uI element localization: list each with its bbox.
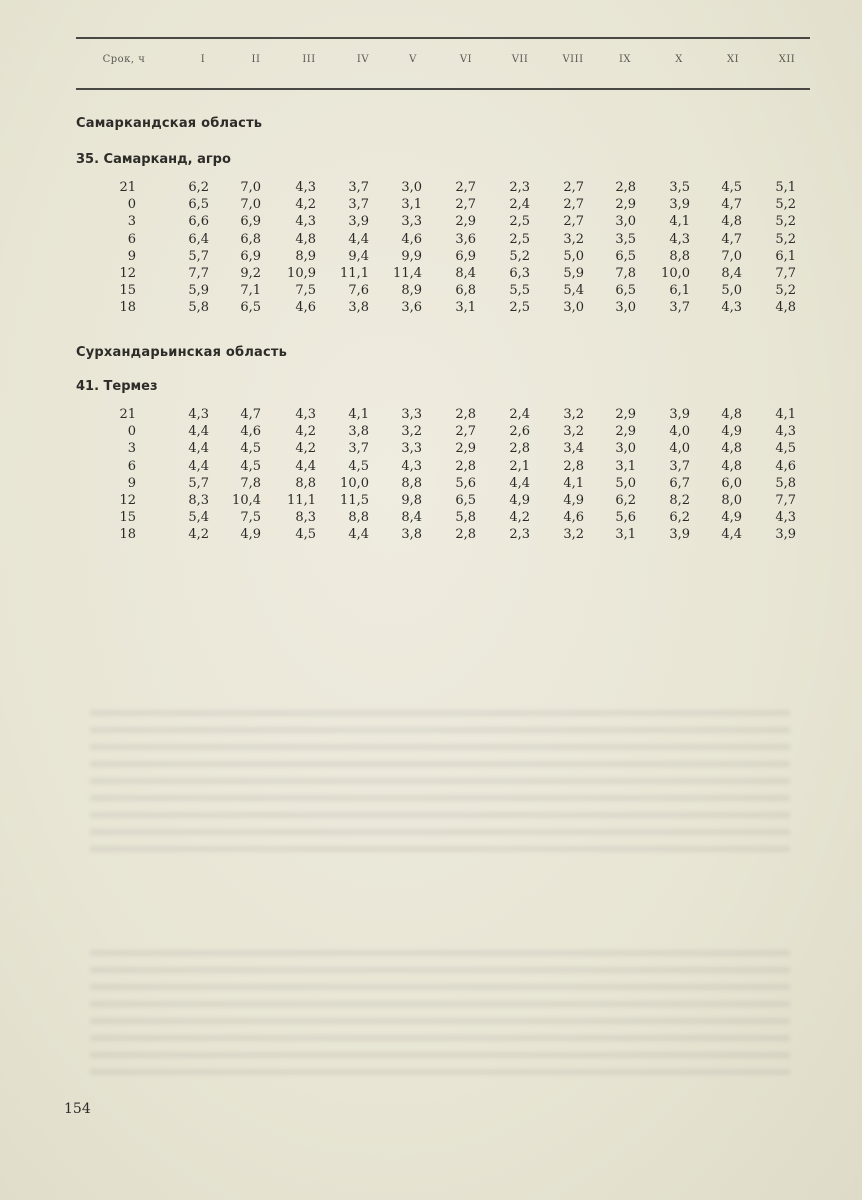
value-cell: 4,5 [721,180,742,195]
value-cell: 4,0 [669,441,690,457]
value-cell: 5,2 [509,248,530,264]
page-number: 154 [64,1101,91,1117]
hour-cell: 12 [119,493,136,508]
value-cell: 4,1 [775,407,796,422]
value-cell: 2,8 [455,407,476,422]
hour-cell: 0 [127,197,136,213]
value-cell: 2,1 [509,458,530,474]
value-cell: 2,8 [455,527,476,543]
value-cell: 4,6 [401,231,422,247]
value-cell: 4,4 [188,441,209,457]
value-cell: 4,6 [563,510,584,526]
value-cell: 2,5 [509,214,530,230]
value-cell: 4,4 [348,231,369,247]
value-cell: 10,9 [287,266,316,281]
hour-cell: 15 [119,510,136,526]
table-row [0,424,862,441]
value-cell: 2,9 [615,197,636,213]
value-cell: 6,1 [669,283,690,299]
value-cell: 4,6 [775,458,796,474]
value-cell: 3,0 [615,300,636,316]
value-cell: 4,7 [721,197,742,213]
value-cell: 5,7 [188,248,209,264]
value-cell: 5,2 [775,214,796,230]
value-cell: 5,2 [775,283,796,299]
value-cell: 3,8 [348,300,369,316]
value-cell: 2,7 [563,214,584,230]
value-cell: 11,1 [340,266,369,281]
value-cell: 2,3 [509,180,530,195]
value-cell: 3,9 [669,527,690,543]
value-cell: 3,9 [669,407,690,422]
value-cell: 2,8 [455,458,476,474]
table-row [0,527,862,544]
value-cell: 6,2 [615,493,636,508]
value-cell: 3,8 [401,527,422,543]
value-cell: 2,4 [509,197,530,213]
hour-cell: 9 [127,475,136,491]
value-cell: 4,1 [563,475,584,491]
value-cell: 3,0 [401,180,422,195]
value-cell: 3,6 [455,231,476,247]
value-cell: 3,2 [401,424,422,440]
value-cell: 3,3 [401,407,422,422]
value-cell: 4,6 [295,300,316,316]
value-cell: 6,9 [240,214,261,230]
value-cell: 3,7 [348,180,369,195]
value-cell: 3,7 [348,441,369,457]
value-cell: 4,3 [295,407,316,422]
header-month: VII [511,54,529,65]
hour-cell: 6 [127,231,136,247]
hour-cell: 12 [119,266,136,281]
value-cell: 3,4 [563,441,584,457]
value-cell: 4,0 [669,424,690,440]
table-row [0,214,862,231]
value-cell: 8,4 [455,266,476,281]
value-cell: 4,4 [348,527,369,543]
table-row [0,249,862,266]
value-cell: 7,7 [188,266,209,281]
value-cell: 3,2 [563,424,584,440]
value-cell: 7,0 [240,197,261,213]
value-cell: 3,0 [563,300,584,316]
value-cell: 3,5 [615,231,636,247]
value-cell: 6,5 [615,248,636,264]
value-cell: 4,1 [669,214,690,230]
value-cell: 6,9 [240,248,261,264]
header-month: II [251,54,261,65]
value-cell: 4,3 [401,458,422,474]
value-cell: 4,3 [669,231,690,247]
value-cell: 6,5 [615,283,636,299]
value-cell: 8,8 [669,248,690,264]
table-row [0,407,862,424]
value-cell: 3,9 [348,214,369,230]
value-cell: 2,9 [455,214,476,230]
value-cell: 4,7 [721,231,742,247]
value-cell: 8,4 [721,266,742,281]
value-cell: 3,1 [455,300,476,316]
table-row [0,180,862,197]
value-cell: 3,3 [401,214,422,230]
table-row [0,493,862,510]
value-cell: 8,8 [348,510,369,526]
value-cell: 4,8 [775,300,796,316]
value-cell: 4,5 [775,441,796,457]
value-cell: 5,2 [775,231,796,247]
value-cell: 3,5 [669,180,690,195]
value-cell: 4,3 [188,407,209,422]
value-cell: 4,8 [721,407,742,422]
header-month: I [200,54,206,65]
value-cell: 8,2 [669,493,690,508]
value-cell: 2,7 [563,180,584,195]
value-cell: 6,2 [188,180,209,195]
value-cell: 2,8 [509,441,530,457]
value-cell: 8,0 [721,493,742,508]
header-month: VIII [562,54,584,65]
value-cell: 7,7 [775,493,796,508]
value-cell: 9,9 [401,248,422,264]
value-cell: 5,1 [775,180,796,195]
value-cell: 4,2 [295,441,316,457]
value-cell: 4,2 [295,424,316,440]
value-cell: 4,9 [721,424,742,440]
value-cell: 5,7 [188,475,209,491]
value-cell: 2,7 [455,424,476,440]
value-cell: 2,9 [455,441,476,457]
value-cell: 5,0 [615,475,636,491]
value-cell: 3,3 [401,441,422,457]
value-cell: 8,3 [188,493,209,508]
value-cell: 3,1 [615,458,636,474]
value-cell: 6,7 [669,475,690,491]
table-row [0,283,862,300]
value-cell: 2,7 [563,197,584,213]
value-cell: 2,8 [563,458,584,474]
table-row [0,441,862,458]
hour-cell: 3 [127,214,136,230]
value-cell: 5,0 [721,283,742,299]
value-cell: 4,3 [775,510,796,526]
table-row [0,510,862,527]
table-header-row [0,50,862,70]
value-cell: 2,5 [509,231,530,247]
hour-cell: 6 [127,458,136,474]
value-cell: 4,4 [721,527,742,543]
value-cell: 4,4 [188,458,209,474]
value-cell: 2,8 [615,180,636,195]
value-cell: 11,1 [287,493,316,508]
value-cell: 7,5 [295,283,316,299]
value-cell: 4,3 [721,300,742,316]
value-cell: 7,0 [721,248,742,264]
header-month: V [409,54,417,65]
table-row [0,266,862,283]
value-cell: 4,4 [295,458,316,474]
value-cell: 6,5 [455,493,476,508]
value-cell: 4,3 [295,180,316,195]
value-cell: 3,1 [401,197,422,213]
table-row [0,476,862,493]
value-cell: 3,7 [669,300,690,316]
value-cell: 3,2 [563,407,584,422]
value-cell: 4,8 [721,214,742,230]
value-cell: 4,9 [509,493,530,508]
value-cell: 4,6 [240,424,261,440]
value-cell: 4,9 [721,510,742,526]
value-cell: 3,7 [348,197,369,213]
value-cell: 9,2 [240,266,261,281]
value-cell: 7,1 [240,283,261,299]
value-cell: 4,9 [563,493,584,508]
value-cell: 6,8 [455,283,476,299]
value-cell: 4,2 [188,527,209,543]
hour-cell: 15 [119,283,136,299]
value-cell: 4,2 [295,197,316,213]
value-cell: 5,2 [775,197,796,213]
value-cell: 5,8 [455,510,476,526]
value-cell: 5,4 [563,283,584,299]
value-cell: 7,7 [775,266,796,281]
value-cell: 7,6 [348,283,369,299]
header-month: VI [459,54,473,65]
value-cell: 10,0 [661,266,690,281]
value-cell: 8,9 [401,283,422,299]
value-cell: 11,4 [393,266,422,281]
value-cell: 5,6 [455,475,476,491]
value-cell: 4,5 [348,458,369,474]
value-cell: 7,8 [615,266,636,281]
value-cell: 6,1 [775,248,796,264]
value-cell: 6,9 [455,248,476,264]
value-cell: 4,3 [775,424,796,440]
header-srok-label: Срок, ч [102,54,146,65]
value-cell: 2,3 [509,527,530,543]
value-cell: 4,5 [240,458,261,474]
hour-cell: 21 [119,407,136,422]
value-cell: 8,3 [295,510,316,526]
value-cell: 3,8 [348,424,369,440]
value-cell: 4,2 [509,510,530,526]
value-cell: 4,5 [240,441,261,457]
value-cell: 3,9 [775,527,796,543]
table-row [0,300,862,317]
hour-cell: 18 [119,527,136,543]
station-heading: 35. Самарканд, агро [76,152,231,167]
hour-cell: 0 [127,424,136,440]
value-cell: 8,9 [295,248,316,264]
header-month: XI [726,54,740,65]
value-cell: 10,4 [232,493,261,508]
value-cell: 10,0 [340,475,369,491]
value-cell: 2,5 [509,300,530,316]
value-cell: 7,0 [240,180,261,195]
value-cell: 8,8 [401,475,422,491]
value-cell: 5,4 [188,510,209,526]
value-cell: 7,5 [240,510,261,526]
hour-cell: 18 [119,300,136,316]
hour-cell: 21 [119,180,136,195]
value-cell: 2,9 [615,424,636,440]
table-row [0,232,862,249]
value-cell: 3,6 [401,300,422,316]
value-cell: 2,7 [455,180,476,195]
value-cell: 5,9 [563,266,584,281]
value-cell: 4,7 [240,407,261,422]
header-month: IV [356,54,370,65]
hour-cell: 3 [127,441,136,457]
value-cell: 4,9 [240,527,261,543]
value-cell: 9,4 [348,248,369,264]
value-cell: 6,5 [188,197,209,213]
value-cell: 8,8 [295,475,316,491]
value-cell: 5,6 [615,510,636,526]
value-cell: 5,9 [188,283,209,299]
value-cell: 2,6 [509,424,530,440]
value-cell: 4,4 [509,475,530,491]
table-top-rule [76,37,810,39]
value-cell: 4,4 [188,424,209,440]
value-cell: 2,9 [615,407,636,422]
value-cell: 4,8 [295,231,316,247]
value-cell: 3,0 [615,441,636,457]
value-cell: 6,2 [669,510,690,526]
value-cell: 3,9 [669,197,690,213]
value-cell: 5,0 [563,248,584,264]
value-cell: 8,4 [401,510,422,526]
value-cell: 11,5 [340,493,369,508]
value-cell: 5,8 [188,300,209,316]
value-cell: 3,7 [669,458,690,474]
value-cell: 2,4 [509,407,530,422]
header-month: XII [778,54,796,65]
value-cell: 3,1 [615,527,636,543]
value-cell: 6,6 [188,214,209,230]
value-cell: 4,8 [721,441,742,457]
station-heading: 41. Термез [76,379,158,394]
header-month: III [302,54,316,65]
table-row [0,197,862,214]
value-cell: 9,8 [401,493,422,508]
value-cell: 2,7 [455,197,476,213]
value-cell: 4,3 [295,214,316,230]
value-cell: 6,3 [509,266,530,281]
value-cell: 6,5 [240,300,261,316]
value-cell: 4,5 [295,527,316,543]
header-month: X [675,54,683,65]
region-heading: Сурхандарьинская область [76,345,288,360]
value-cell: 7,8 [240,475,261,491]
value-cell: 5,5 [509,283,530,299]
value-cell: 3,0 [615,214,636,230]
value-cell: 6,0 [721,475,742,491]
value-cell: 5,8 [775,475,796,491]
value-cell: 6,4 [188,231,209,247]
hour-cell: 9 [127,248,136,264]
value-cell: 6,8 [240,231,261,247]
table-row [0,459,862,476]
value-cell: 4,1 [348,407,369,422]
value-cell: 3,2 [563,231,584,247]
value-cell: 3,2 [563,527,584,543]
value-cell: 4,8 [721,458,742,474]
header-month: IX [618,54,632,65]
table-header-rule [76,88,810,90]
region-heading: Самаркандская область [76,116,263,131]
